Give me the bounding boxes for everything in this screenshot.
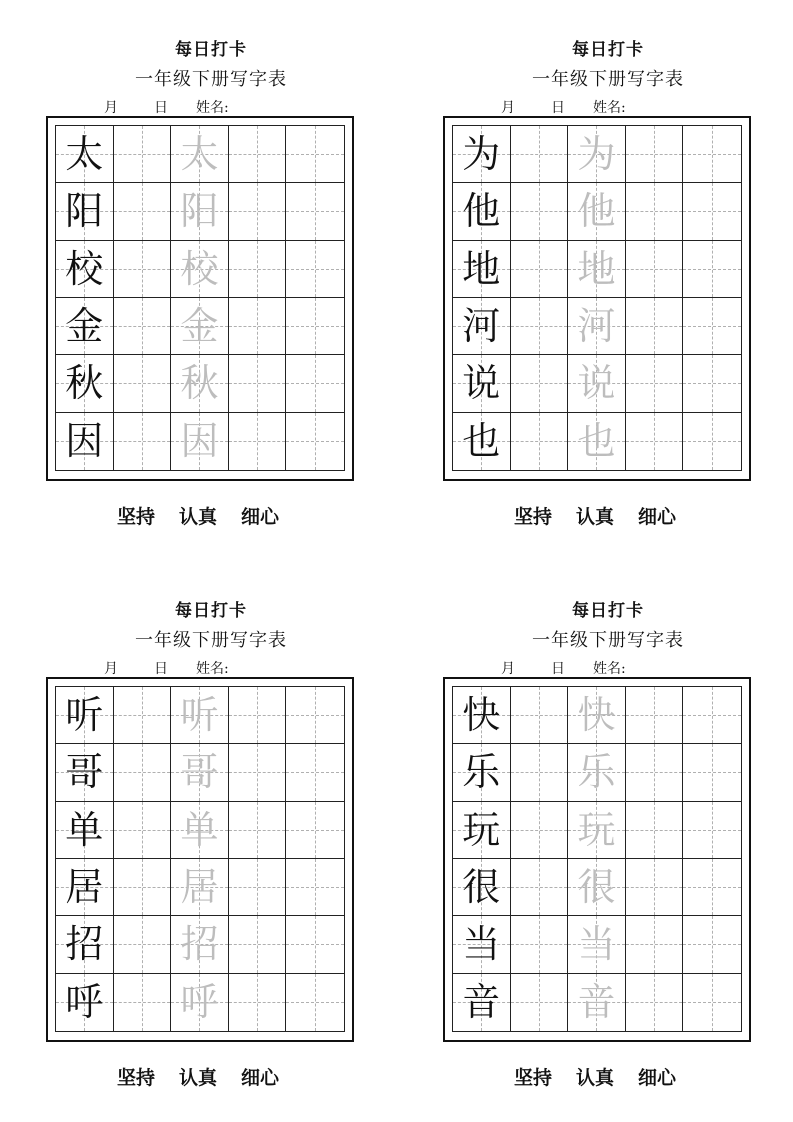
sheet-title: 每日打卡: [572, 601, 644, 621]
grid-cell[interactable]: [171, 687, 229, 744]
model-character: 河: [462, 304, 501, 349]
date-name-line: [463, 658, 708, 678]
motto-item: 认真: [575, 506, 614, 528]
grid-cell: [453, 687, 511, 744]
grid-cell: [56, 241, 114, 298]
motto-item: 坚持: [116, 506, 155, 528]
grid-cell[interactable]: [286, 413, 344, 470]
grid-cell[interactable]: [229, 413, 287, 470]
writing-grid: [55, 686, 345, 1032]
grid-cell[interactable]: [511, 183, 569, 240]
model-character: 呼: [65, 980, 104, 1025]
grid-cell: [453, 744, 511, 801]
grid-cell: [453, 183, 511, 240]
grid-cell[interactable]: [626, 355, 684, 412]
grid-cell[interactable]: [286, 802, 344, 859]
grid-cell: [453, 916, 511, 973]
grid-cell[interactable]: [229, 241, 287, 298]
grid-cell[interactable]: [229, 183, 287, 240]
model-character: 阳: [65, 189, 104, 234]
month-label: 月: [104, 100, 118, 116]
sheet-subtitle: 一年级下册写字表: [532, 69, 684, 90]
grid-cell: [56, 974, 114, 1031]
month-blank[interactable]: [66, 662, 104, 678]
grid-cell[interactable]: [568, 744, 626, 801]
grid-cell[interactable]: [229, 974, 287, 1031]
grid-cell[interactable]: [626, 413, 684, 470]
grid-cell[interactable]: [114, 859, 172, 916]
sheet-subtitle: 一年级下册写字表: [135, 630, 287, 651]
grid-cell[interactable]: [568, 298, 626, 355]
grid-cell[interactable]: [683, 298, 741, 355]
trace-character: 为: [577, 132, 616, 177]
trace-character: 他: [577, 189, 616, 234]
grid-cell[interactable]: [683, 126, 741, 183]
trace-character: 很: [577, 865, 616, 910]
grid-cell[interactable]: [286, 687, 344, 744]
grid-cell[interactable]: [626, 916, 684, 973]
writing-grid-frame: [443, 677, 751, 1042]
grid-cell[interactable]: [114, 241, 172, 298]
writing-grid-frame: [443, 116, 751, 481]
grid-cell[interactable]: [626, 802, 684, 859]
name-blank[interactable]: [632, 662, 708, 678]
model-character: 音: [462, 980, 501, 1025]
grid-cell[interactable]: [114, 126, 172, 183]
grid-cell[interactable]: [114, 687, 172, 744]
month-label: 月: [104, 661, 118, 677]
name-blank[interactable]: [632, 101, 708, 117]
model-character: 校: [65, 246, 104, 291]
grid-cell[interactable]: [568, 413, 626, 470]
grid-cell: [56, 355, 114, 412]
grid-cell: [56, 298, 114, 355]
grid-cell: [453, 974, 511, 1031]
grid-cell[interactable]: [511, 413, 569, 470]
sheet-title: 每日打卡: [175, 40, 247, 60]
grid-cell[interactable]: [171, 413, 229, 470]
sheet-title: 每日打卡: [175, 601, 247, 621]
grid-cell[interactable]: [511, 687, 569, 744]
motto: [46, 502, 350, 529]
month-blank[interactable]: [463, 662, 501, 678]
grid-cell[interactable]: [114, 802, 172, 859]
model-character: 地: [462, 246, 501, 291]
grid-cell[interactable]: [511, 974, 569, 1031]
trace-character: 地: [577, 246, 616, 291]
grid-cell[interactable]: [626, 974, 684, 1031]
model-character: 快: [462, 693, 501, 738]
grid-cell[interactable]: [114, 413, 172, 470]
grid-cell[interactable]: [229, 802, 287, 859]
model-character: 居: [65, 865, 104, 910]
trace-character: 金: [180, 304, 219, 349]
grid-cell[interactable]: [511, 355, 569, 412]
sheet-subtitle: 一年级下册写字表: [532, 630, 684, 651]
grid-cell[interactable]: [171, 859, 229, 916]
grid-cell[interactable]: [683, 687, 741, 744]
grid-cell: [56, 916, 114, 973]
grid-cell[interactable]: [114, 916, 172, 973]
grid-cell[interactable]: [114, 183, 172, 240]
grid-cell: [453, 126, 511, 183]
grid-cell[interactable]: [683, 974, 741, 1031]
grid-cell[interactable]: [511, 241, 569, 298]
model-character: 很: [462, 865, 501, 910]
model-character: 听: [65, 693, 104, 738]
trace-character: 呼: [180, 980, 219, 1025]
grid-cell: [56, 413, 114, 470]
trace-character: 校: [180, 246, 219, 291]
name-blank[interactable]: [235, 662, 311, 678]
model-character: 他: [462, 189, 501, 234]
model-character: 因: [65, 419, 104, 464]
grid-cell[interactable]: [114, 355, 172, 412]
grid-cell: [453, 241, 511, 298]
model-character: 当: [462, 922, 501, 967]
grid-cell: [56, 802, 114, 859]
grid-cell[interactable]: [229, 687, 287, 744]
day-blank[interactable]: [118, 662, 154, 678]
grid-cell: [453, 298, 511, 355]
motto-item: 坚持: [513, 506, 552, 528]
grid-cell[interactable]: [229, 126, 287, 183]
motto-item: 细心: [638, 506, 677, 528]
trace-character: 太: [180, 132, 219, 177]
model-character: 太: [65, 132, 104, 177]
grid-cell[interactable]: [683, 916, 741, 973]
grid-cell[interactable]: [286, 355, 344, 412]
model-character: 也: [462, 419, 501, 464]
grid-cell[interactable]: [171, 974, 229, 1031]
trace-character: 乐: [577, 750, 616, 795]
grid-cell[interactable]: [626, 298, 684, 355]
grid-cell[interactable]: [171, 355, 229, 412]
grid-cell[interactable]: [683, 859, 741, 916]
motto-item: 认真: [178, 1067, 217, 1089]
trace-character: 快: [577, 693, 616, 738]
model-character: 招: [65, 922, 104, 967]
grid-cell[interactable]: [626, 687, 684, 744]
writing-grid: [452, 686, 742, 1032]
name-label: 姓名:: [593, 661, 626, 677]
trace-character: 阳: [180, 189, 219, 234]
motto: [46, 1063, 350, 1090]
day-label: 日: [551, 661, 565, 677]
grid-cell[interactable]: [171, 183, 229, 240]
grid-cell[interactable]: [568, 241, 626, 298]
grid-cell[interactable]: [286, 126, 344, 183]
grid-cell[interactable]: [171, 916, 229, 973]
grid-cell: [56, 126, 114, 183]
grid-cell: [453, 355, 511, 412]
sheet-title: 每日打卡: [572, 40, 644, 60]
month-blank[interactable]: [66, 101, 104, 117]
motto-item: 认真: [575, 1067, 614, 1089]
trace-character: 居: [180, 865, 219, 910]
day-blank[interactable]: [515, 101, 551, 117]
day-label: 日: [154, 100, 168, 116]
model-character: 说: [462, 361, 501, 406]
motto-item: 坚持: [116, 1067, 155, 1089]
grid-cell[interactable]: [171, 126, 229, 183]
grid-cell[interactable]: [286, 916, 344, 973]
grid-cell[interactable]: [568, 355, 626, 412]
name-label: 姓名:: [593, 100, 626, 116]
name-label: 姓名:: [196, 100, 229, 116]
model-character: 玩: [462, 807, 501, 852]
trace-character: 单: [180, 807, 219, 852]
grid-cell[interactable]: [171, 298, 229, 355]
model-character: 金: [65, 304, 104, 349]
day-blank[interactable]: [515, 662, 551, 678]
grid-cell[interactable]: [626, 126, 684, 183]
writing-grid: [55, 125, 345, 471]
grid-cell[interactable]: [229, 916, 287, 973]
grid-cell: [453, 802, 511, 859]
motto-item: 坚持: [513, 1067, 552, 1089]
month-blank[interactable]: [463, 101, 501, 117]
grid-cell[interactable]: [171, 744, 229, 801]
trace-character: 哥: [180, 750, 219, 795]
grid-cell[interactable]: [114, 744, 172, 801]
writing-grid: [452, 125, 742, 471]
grid-cell[interactable]: [171, 802, 229, 859]
motto-item: 细心: [241, 506, 280, 528]
grid-cell[interactable]: [626, 859, 684, 916]
writing-grid-frame: [46, 116, 354, 481]
grid-cell[interactable]: [511, 859, 569, 916]
grid-cell[interactable]: [511, 298, 569, 355]
grid-cell[interactable]: [511, 126, 569, 183]
grid-cell[interactable]: [568, 687, 626, 744]
grid-cell[interactable]: [229, 859, 287, 916]
grid-cell[interactable]: [683, 802, 741, 859]
day-blank[interactable]: [118, 101, 154, 117]
grid-cell[interactable]: [511, 802, 569, 859]
grid-cell[interactable]: [286, 298, 344, 355]
grid-cell[interactable]: [568, 859, 626, 916]
grid-cell: [56, 859, 114, 916]
grid-cell: [56, 744, 114, 801]
model-character: 乐: [462, 750, 501, 795]
month-label: 月: [501, 100, 515, 116]
grid-cell[interactable]: [683, 355, 741, 412]
grid-cell[interactable]: [568, 183, 626, 240]
grid-cell[interactable]: [286, 744, 344, 801]
trace-character: 河: [577, 304, 616, 349]
grid-cell: [453, 859, 511, 916]
trace-character: 当: [577, 922, 616, 967]
grid-cell[interactable]: [626, 183, 684, 240]
model-character: 为: [462, 132, 501, 177]
name-blank[interactable]: [235, 101, 311, 117]
grid-cell[interactable]: [683, 241, 741, 298]
grid-cell[interactable]: [171, 241, 229, 298]
grid-cell[interactable]: [568, 126, 626, 183]
model-character: 哥: [65, 750, 104, 795]
day-label: 日: [551, 100, 565, 116]
model-character: 秋: [65, 361, 104, 406]
grid-cell[interactable]: [286, 241, 344, 298]
trace-character: 因: [180, 419, 219, 464]
grid-cell[interactable]: [626, 241, 684, 298]
trace-character: 音: [577, 980, 616, 1025]
trace-character: 也: [577, 419, 616, 464]
grid-cell[interactable]: [286, 974, 344, 1031]
trace-character: 秋: [180, 361, 219, 406]
motto-item: 认真: [178, 506, 217, 528]
day-label: 日: [154, 661, 168, 677]
trace-character: 说: [577, 361, 616, 406]
motto: [443, 502, 747, 529]
grid-cell: [453, 413, 511, 470]
motto-item: 细心: [241, 1067, 280, 1089]
writing-grid-frame: [46, 677, 354, 1042]
grid-cell[interactable]: [683, 183, 741, 240]
grid-cell[interactable]: [568, 974, 626, 1031]
trace-character: 玩: [577, 807, 616, 852]
grid-cell[interactable]: [114, 298, 172, 355]
trace-character: 招: [180, 922, 219, 967]
grid-cell[interactable]: [229, 298, 287, 355]
grid-cell[interactable]: [683, 413, 741, 470]
motto: [443, 1063, 747, 1090]
grid-cell[interactable]: [114, 974, 172, 1031]
name-label: 姓名:: [196, 661, 229, 677]
grid-cell[interactable]: [568, 916, 626, 973]
grid-cell: [56, 687, 114, 744]
grid-cell: [56, 183, 114, 240]
sheet-subtitle: 一年级下册写字表: [135, 69, 287, 90]
grid-cell[interactable]: [286, 859, 344, 916]
grid-cell[interactable]: [568, 802, 626, 859]
grid-cell[interactable]: [626, 744, 684, 801]
date-name-line: [66, 97, 311, 117]
trace-character: 听: [180, 693, 219, 738]
motto-item: 细心: [638, 1067, 677, 1089]
month-label: 月: [501, 661, 515, 677]
grid-cell[interactable]: [511, 744, 569, 801]
grid-cell[interactable]: [229, 744, 287, 801]
grid-cell[interactable]: [683, 744, 741, 801]
date-name-line: [463, 97, 708, 117]
grid-cell[interactable]: [511, 916, 569, 973]
grid-cell[interactable]: [229, 355, 287, 412]
date-name-line: [66, 658, 311, 678]
grid-cell[interactable]: [286, 183, 344, 240]
model-character: 单: [65, 807, 104, 852]
